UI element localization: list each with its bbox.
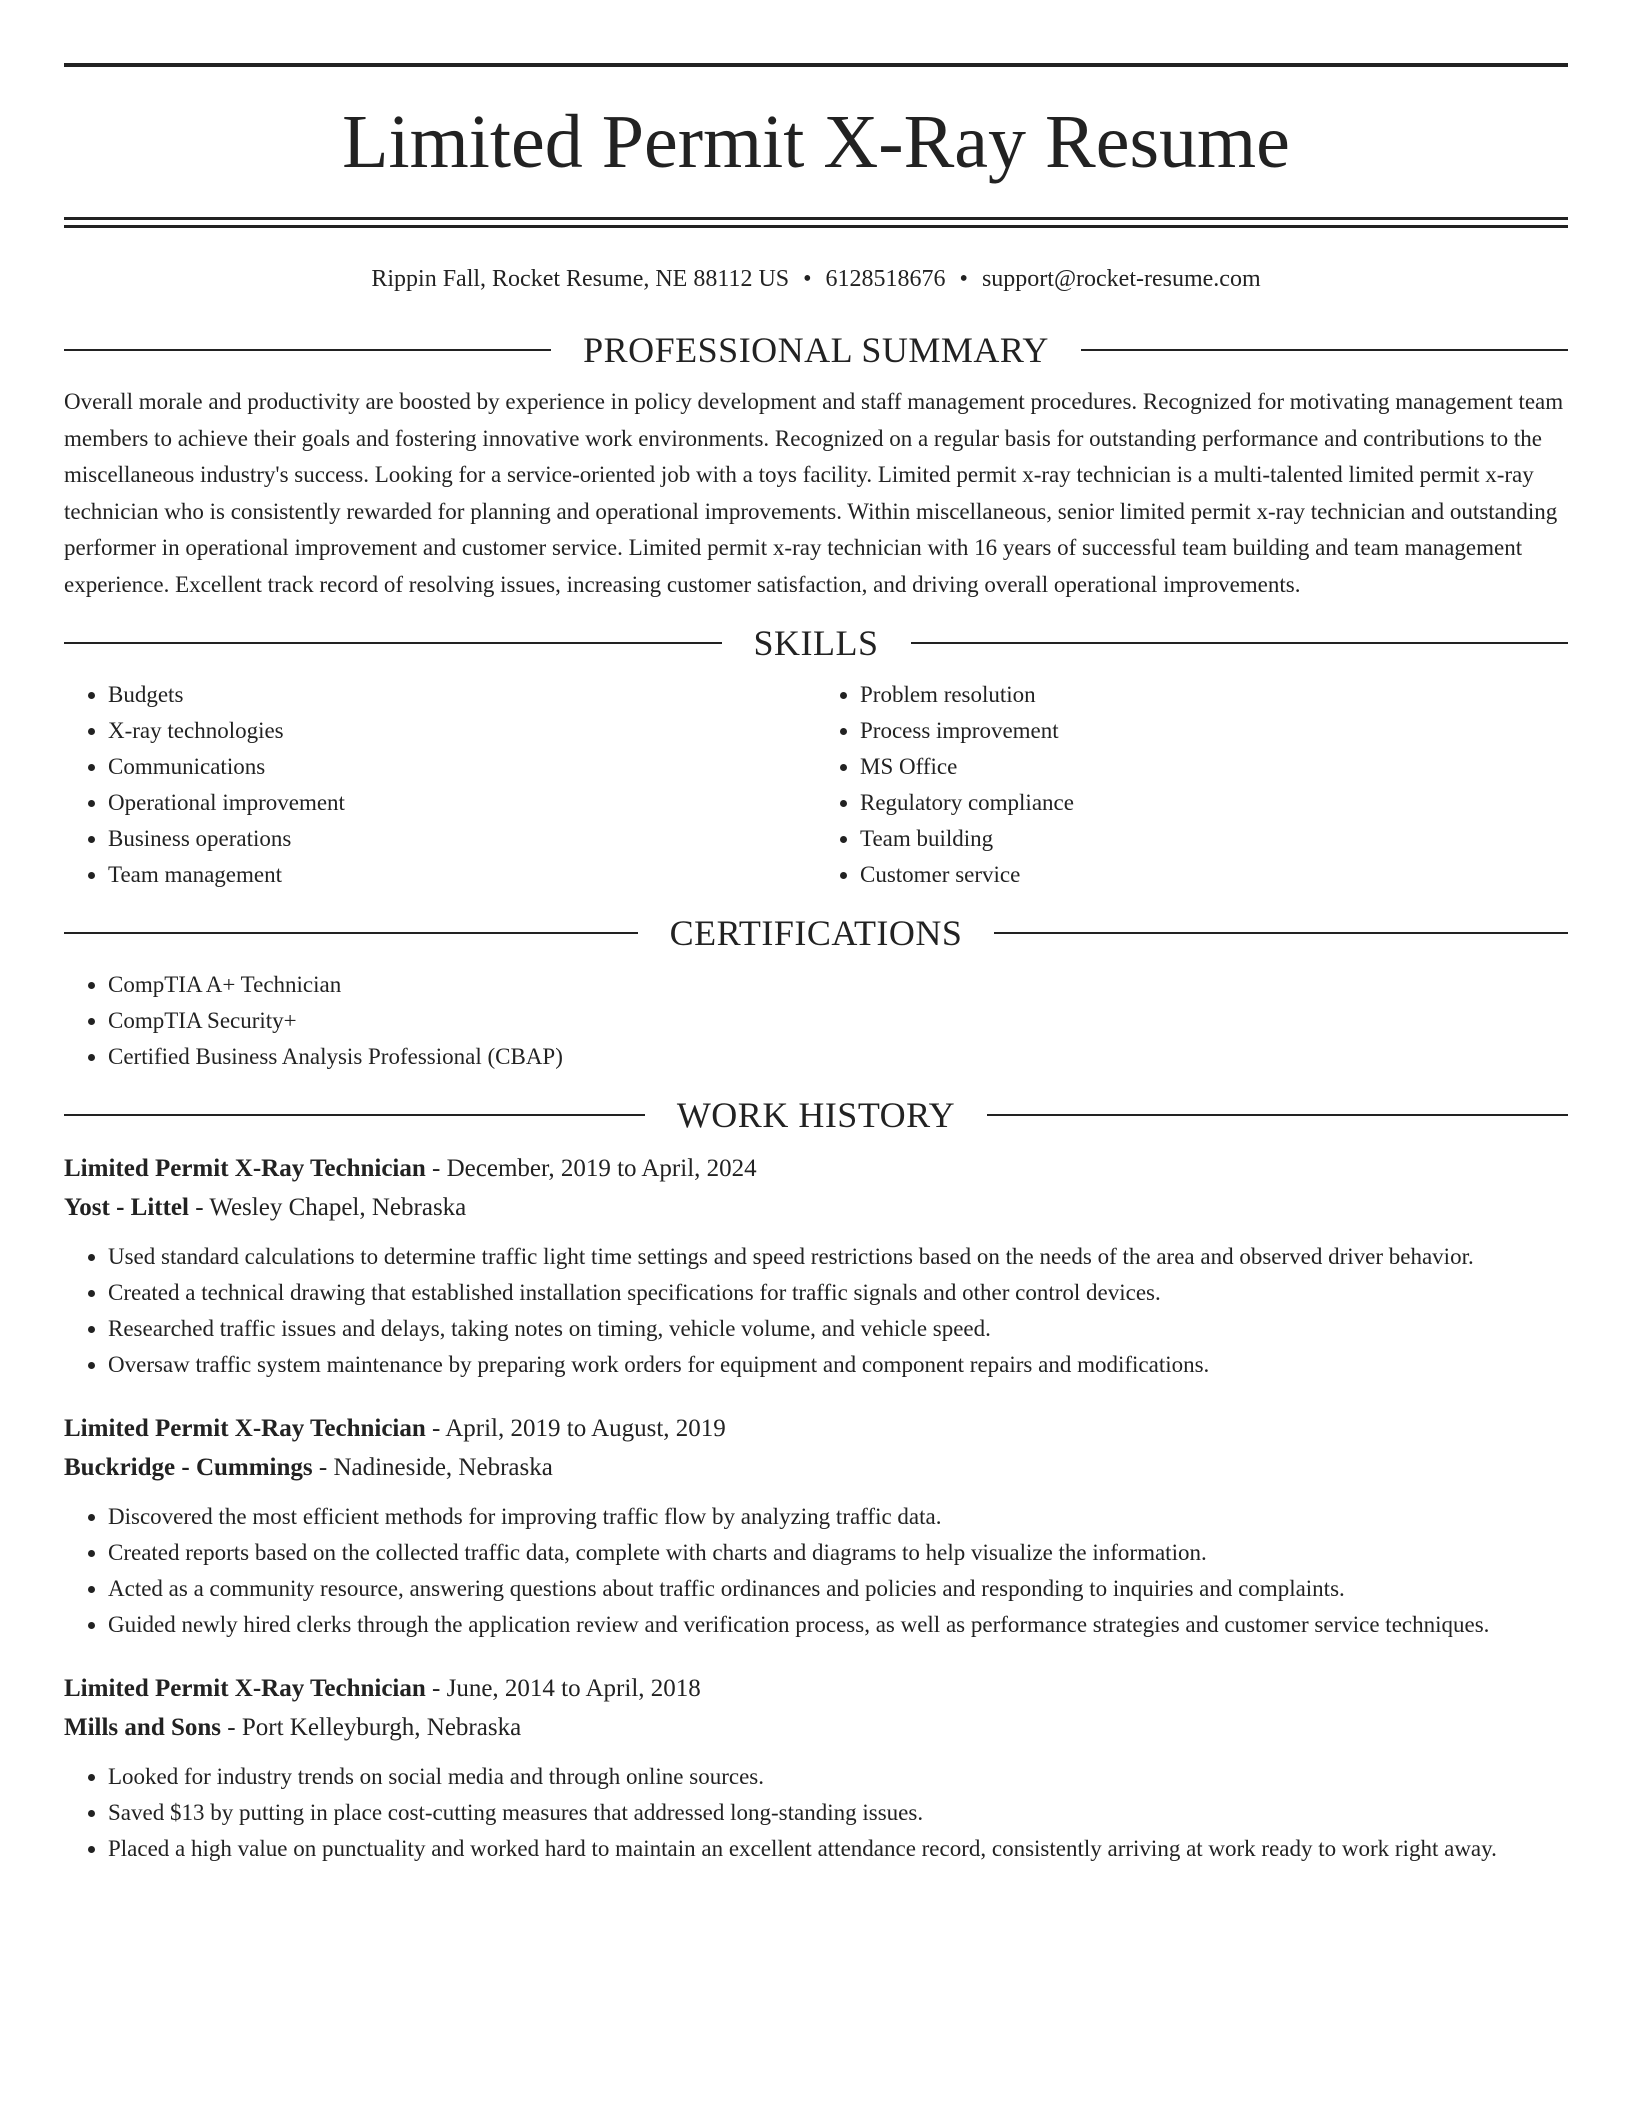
summary-text: Overall morale and productivity are boosted by experience in policy development and staff management procedures. Recognized for motivating management team members to achieve their goals and fostering innovative work environments. Recognized on a regular basis for outstanding performance and contributions to the miscellaneous industry's success. Looking for a service-oriented job with a toys facility. Limited permit x-ray technician is a multi-talented limited permit x-ray technician who is consistently rewarded for planning and operational improvements. Within miscellaneous, senior limited permit x-ray technician and outstanding performer in operational improvement and customer service. Limited permit x-ray technician with 16 years of successful team building and team management experience. Excellent track record of resolving issues, increasing customer satisfaction, and driving overall operational improvements. xyxy=(64,389,1564,597)
skills-column-left xyxy=(64,677,816,893)
job-dates: - December, 2019 to April, 2024 xyxy=(425,1155,757,1182)
section-rule-right xyxy=(911,642,1569,644)
job-bullet: • Guided newly hired clerks through the application review and verification process, as well as performance strategies and customer service techniques. xyxy=(108,1607,1568,1643)
certification-item: • CompTIA A+ Technician xyxy=(108,967,1568,1003)
section-title: PROFESSIONAL SUMMARY xyxy=(583,330,1049,370)
skills-list xyxy=(64,677,1568,893)
job-bullets xyxy=(64,1759,1568,1867)
skill-item: • Process improvement xyxy=(860,713,1568,749)
job-entry xyxy=(64,1409,1568,1643)
section-header-work-history xyxy=(64,1093,1568,1137)
job-company-line xyxy=(64,1448,1568,1487)
skill-item: • Team building xyxy=(860,821,1568,857)
section-rule-left xyxy=(64,642,722,644)
job-title: Limited Permit X-Ray Technician xyxy=(64,1415,426,1442)
job-title-line xyxy=(64,1409,1568,1448)
section-header-certifications xyxy=(64,911,1568,955)
job-bullets xyxy=(64,1239,1568,1383)
job-company-line xyxy=(64,1188,1568,1227)
skill-item: • Team management xyxy=(108,857,816,893)
job-title-line xyxy=(64,1149,1568,1188)
skill-item: • Budgets xyxy=(108,677,816,713)
job-entry xyxy=(64,1149,1568,1383)
section-rule-right xyxy=(987,1114,1568,1116)
skill-item: • X-ray technologies xyxy=(108,713,816,749)
certification-item: • Certified Business Analysis Professional (CBAP) xyxy=(108,1039,1568,1075)
job-bullet: • Looked for industry trends on social media and through online sources. xyxy=(108,1759,1568,1795)
job-bullet: • Acted as a community resource, answering questions about traffic ordinances and policies and responding to inquiries and complaints. xyxy=(108,1571,1568,1607)
job-title: Limited Permit X-Ray Technician xyxy=(64,1675,426,1702)
resume-title: Limited Permit X-Ray Resume xyxy=(342,100,1290,184)
section-header-summary xyxy=(64,328,1568,372)
job-company: Mills and Sons xyxy=(64,1714,222,1741)
job-company-line xyxy=(64,1708,1568,1747)
section-title: CERTIFICATIONS xyxy=(669,913,963,953)
job-bullet: • Researched traffic issues and delays, taking notes on timing, vehicle volume, and vehicle speed. xyxy=(108,1311,1568,1347)
certifications-list xyxy=(64,967,1568,1075)
contact-separator: • xyxy=(803,266,812,292)
section-rule-right xyxy=(1081,349,1568,351)
section-rule-left xyxy=(64,932,638,934)
job-location: - Nadineside, Nebraska xyxy=(312,1454,553,1481)
skills-column-right xyxy=(816,677,1568,893)
skill-item: • Operational improvement xyxy=(108,785,816,821)
job-location: - Wesley Chapel, Nebraska xyxy=(188,1194,467,1221)
contact-separator: • xyxy=(959,266,968,292)
job-bullet: • Placed a high value on punctuality and worked hard to maintain an excellent attendance record, consistently arriving at work ready to work right away. xyxy=(108,1831,1568,1867)
job-title: Limited Permit X-Ray Technician xyxy=(64,1155,426,1182)
contact-phone: 6128518676 xyxy=(825,266,946,292)
contact-email: support@rocket-resume.com xyxy=(981,266,1261,292)
contact-address: Rippin Fall, Rocket Resume, NE 88112 US xyxy=(371,266,790,292)
job-company: Yost - Littel xyxy=(64,1194,189,1221)
skill-item: • Problem resolution xyxy=(860,677,1568,713)
skill-item: • Customer service xyxy=(860,857,1568,893)
section-title: WORK HISTORY xyxy=(676,1095,956,1135)
section-title: SKILLS xyxy=(753,623,879,663)
job-bullets xyxy=(64,1499,1568,1643)
job-bullet: • Oversaw traffic system maintenance by preparing work orders for equipment and component repairs and modifications. xyxy=(108,1347,1568,1383)
job-title-line xyxy=(64,1669,1568,1708)
contact-line xyxy=(64,264,1568,294)
skill-item: • Business operations xyxy=(108,821,816,857)
skill-item: • Communications xyxy=(108,749,816,785)
job-bullet: • Used standard calculations to determine traffic light time settings and speed restrictions based on the needs of the area and observed driver behavior. xyxy=(108,1239,1568,1275)
skill-item: • MS Office xyxy=(860,749,1568,785)
job-bullet: • Created reports based on the collected traffic data, complete with charts and diagrams to help visualize the information. xyxy=(108,1535,1568,1571)
top-rule xyxy=(64,63,1568,67)
job-bullet: • Created a technical drawing that established installation specifications for traffic signals and other control devices. xyxy=(108,1275,1568,1311)
section-rule-left xyxy=(64,349,551,351)
job-dates: - June, 2014 to April, 2018 xyxy=(425,1675,701,1702)
section-rule-right xyxy=(994,932,1568,934)
title-double-rule xyxy=(64,217,1568,228)
job-bullet: • Saved $13 by putting in place cost-cutting measures that addressed long-standing issues. xyxy=(108,1795,1568,1831)
section-rule-left xyxy=(64,1114,645,1116)
certification-item: • CompTIA Security+ xyxy=(108,1003,1568,1039)
job-entry xyxy=(64,1669,1568,1867)
section-header-skills xyxy=(64,621,1568,665)
job-dates: - April, 2019 to August, 2019 xyxy=(425,1415,726,1442)
skill-item: • Regulatory compliance xyxy=(860,785,1568,821)
job-company: Buckridge - Cummings xyxy=(64,1454,313,1481)
job-bullet: • Discovered the most efficient methods for improving traffic flow by analyzing traffic data. xyxy=(108,1499,1568,1535)
job-location: - Port Kelleyburgh, Nebraska xyxy=(221,1714,522,1741)
